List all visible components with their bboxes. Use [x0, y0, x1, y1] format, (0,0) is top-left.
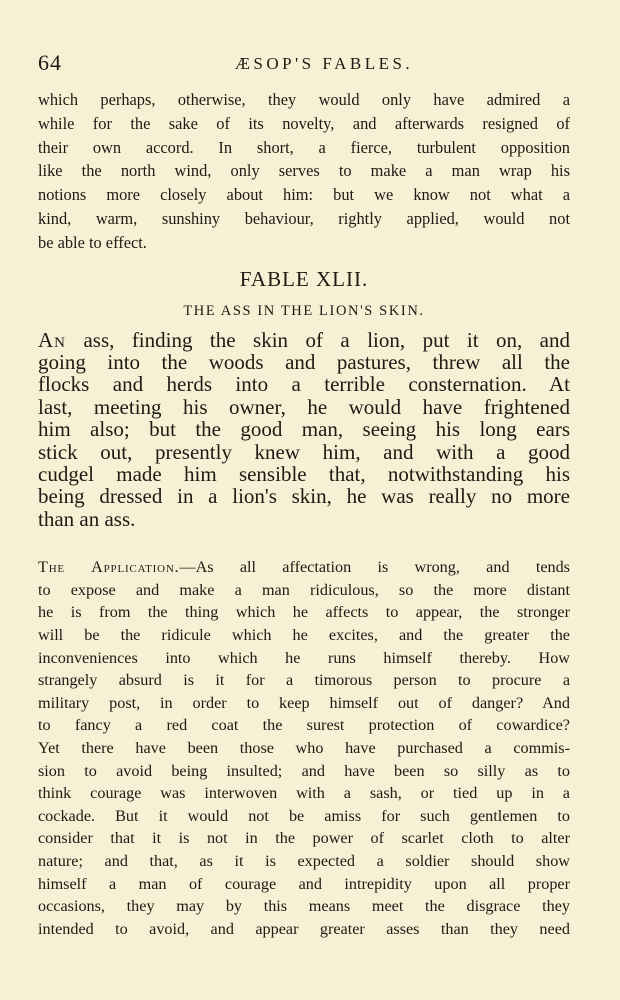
fable-subtitle: THE ASS IN THE LION'S SKIN. [183, 302, 425, 319]
intro-line: notions more closely about him: but we know not what a [38, 185, 570, 205]
running-title: ÆSOP'S FABLES. [234, 54, 414, 73]
application-line: nature; and that, as it is expected a soldier should show [38, 851, 570, 870]
fable-line [38, 329, 570, 351]
application-line: himself a man of courage and intrepidity upon all proper [38, 874, 570, 893]
application-first-line-rest: —As all affectation is wrong, and tends [179, 558, 570, 577]
application-line: to fancy a red coat the surest protection of cowardice? [38, 716, 570, 735]
fable-line: flocks and herds into a terrible consternation. At [38, 372, 570, 397]
intro-line: kind, warm, sunshiny behaviour, rightly applied, would not [38, 208, 570, 228]
application-line: strangely absurd is it for a timorous person to procure a [38, 671, 570, 690]
intro-line: be able to effect. [38, 232, 147, 252]
application-label: The Application. [38, 558, 180, 577]
application-line: will be the ridicule which he excites, and the greater the [38, 626, 570, 645]
application-paragraph [38, 556, 570, 940]
fable-line: last, meeting his owner, he would have frightened [38, 394, 570, 419]
application-line: intended to avoid, and appear greater asses than they need [38, 919, 570, 938]
fable-line: being dressed in a lion's skin, he was really no more [38, 484, 570, 509]
intro-paragraph [38, 88, 570, 255]
fable-line: than an ass. [38, 506, 136, 531]
application-line: think courage was interwoven with a sash, or tied up in a [38, 784, 570, 803]
application-line: Yet there have been those who have purchased a commis- [38, 738, 570, 757]
application-line: military post, in order to keep himself out of danger? And [38, 693, 570, 712]
page-number: 64 [38, 50, 62, 75]
fable-line: stick out, presently knew him, and with a good [38, 439, 570, 464]
application-line: he is from the thing which he affects to appear, the stronger [38, 603, 570, 622]
fable-heading: FABLE XLII. [239, 266, 369, 291]
fable-line: him also; but the good man, seeing his long ears [38, 417, 570, 442]
running-head [38, 48, 570, 84]
fable-text [38, 329, 570, 531]
fable-lead-word: An [38, 327, 66, 352]
intro-line: while for the sake of its novelty, and afterwards resigned of [38, 113, 570, 133]
intro-line: their own accord. In short, a fierce, turbulent opposition [38, 137, 570, 157]
application-line: to expose and make a man ridiculous, so the more distant [38, 580, 570, 599]
application-line: occasions, they may by this means meet the disgrace they [38, 897, 570, 916]
application-line: sion to avoid being insulted; and have been so silly as to [38, 761, 570, 780]
application-line: consider that it is not in the power of scarlet cloth to alter [38, 829, 570, 848]
fable-line: going into the woods and pastures, threw all the [38, 349, 570, 374]
application-line [38, 556, 570, 579]
application-line: cockade. But it would not be amiss for such gentlemen to [38, 806, 570, 825]
fable-line: cudgel made him sensible that, notwithstanding his [38, 462, 570, 487]
fable-first-line-rest: ass, finding the skin of a lion, put it on, and [66, 327, 570, 352]
intro-line: which perhaps, otherwise, they would only have admired a [38, 90, 570, 109]
intro-line: like the north wind, only serves to make a man wrap his [38, 161, 570, 181]
application-line: inconveniences into which he runs himself thereby. How [38, 648, 570, 667]
